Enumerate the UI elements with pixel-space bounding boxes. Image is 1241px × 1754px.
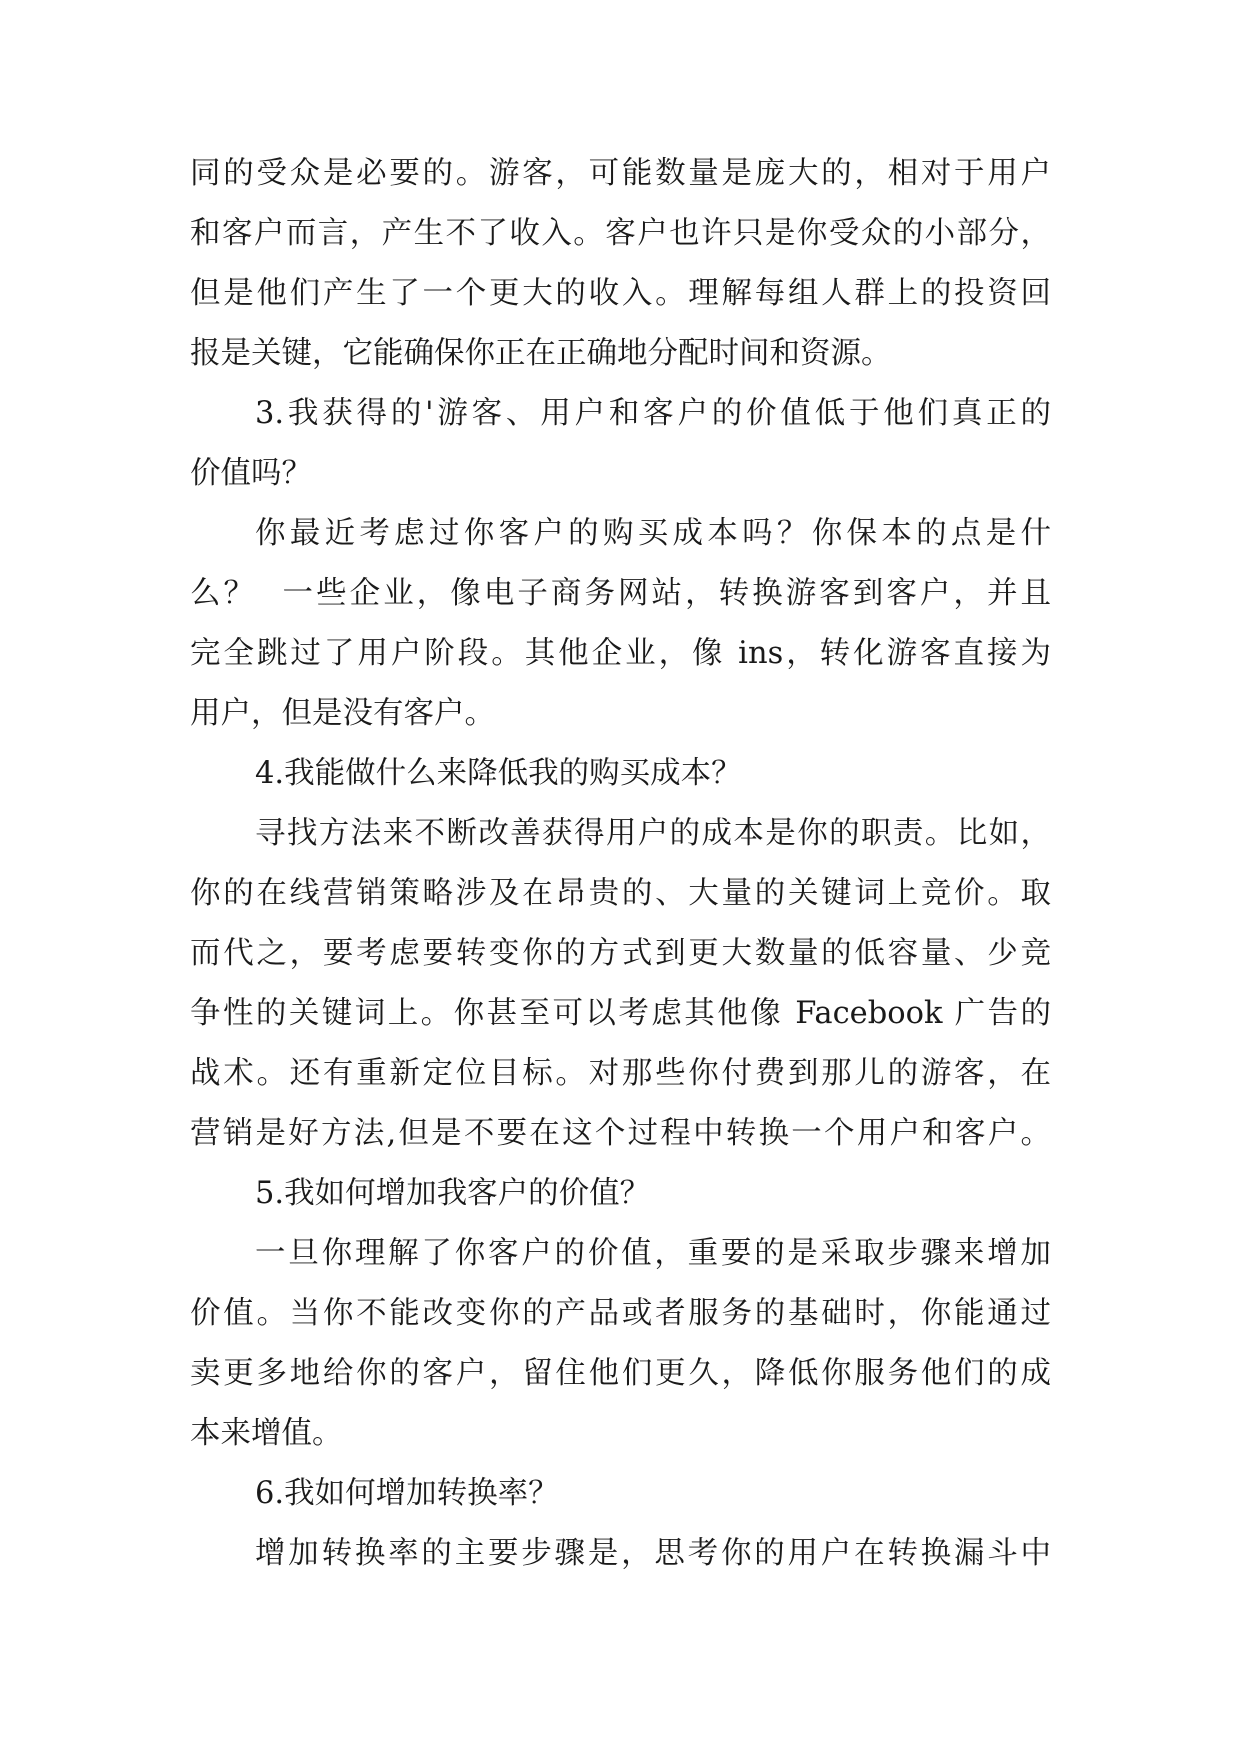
text-line: 战术。还有重新定位目标。对那些你付费到那儿的游客，在: [190, 1056, 1051, 1091]
text-line: 争性的关键词上。你甚至可以考虑其他像 Facebook 广告的: [190, 996, 1051, 1031]
text-line: 你的在线营销策略涉及在昂贵的、大量的关键词上竞价。取: [190, 876, 1051, 911]
text-line: 而代之，要考虑要转变你的方式到更大数量的低容量、少竞: [190, 936, 1051, 971]
text-line: 但是他们产生了一个更大的收入。理解每组人群上的投资回: [190, 276, 1051, 311]
question-heading: 4.我能做什么来降低我的购买成本？: [255, 756, 742, 791]
text-line: 报是关键，它能确保你正在正确地分配时间和资源。: [190, 336, 892, 371]
text-line: 同的受众是必要的。游客，可能数量是庞大的，相对于用户: [190, 156, 1051, 191]
text-line: 寻找方法来不断改善获得用户的成本是你的职责。比如，: [255, 816, 1051, 851]
text-line: 本来增值。: [190, 1416, 343, 1451]
text-line: 卖更多地给你的客户，留住他们更久，降低你服务他们的成: [190, 1356, 1051, 1391]
text-line: 一旦你理解了你客户的价值，重要的是采取步骤来增加: [255, 1236, 1051, 1271]
question-heading: 3.我获得的'游客、用户和客户的价值低于他们真正的: [255, 396, 1051, 431]
text-line: 增加转换率的主要步骤是，思考你的用户在转换漏斗中: [255, 1536, 1051, 1571]
text-line: 完全跳过了用户阶段。其他企业，像 ins，转化游客直接为: [190, 636, 1051, 671]
text-line: 用户，但是没有客户。: [190, 696, 495, 731]
text-line: 价值。当你不能改变你的产品或者服务的基础时，你能通过: [190, 1296, 1051, 1331]
text-line: 么？ 一些企业，像电子商务网站，转换游客到客户，并且: [190, 576, 1051, 611]
text-line: 你最近考虑过你客户的购买成本吗？你保本的点是什: [255, 516, 1051, 551]
text-line: 营销是好方法,但是不要在这个过程中转换一个用户和客户。: [190, 1116, 1051, 1151]
question-heading: 6.我如何增加转换率？: [255, 1476, 559, 1511]
text-line: 和客户而言，产生不了收入。客户也许只是你受众的小部分，: [190, 216, 1051, 251]
question-heading: 5.我如何增加我客户的价值？: [255, 1176, 651, 1211]
text-line: 价值吗？: [190, 456, 312, 491]
